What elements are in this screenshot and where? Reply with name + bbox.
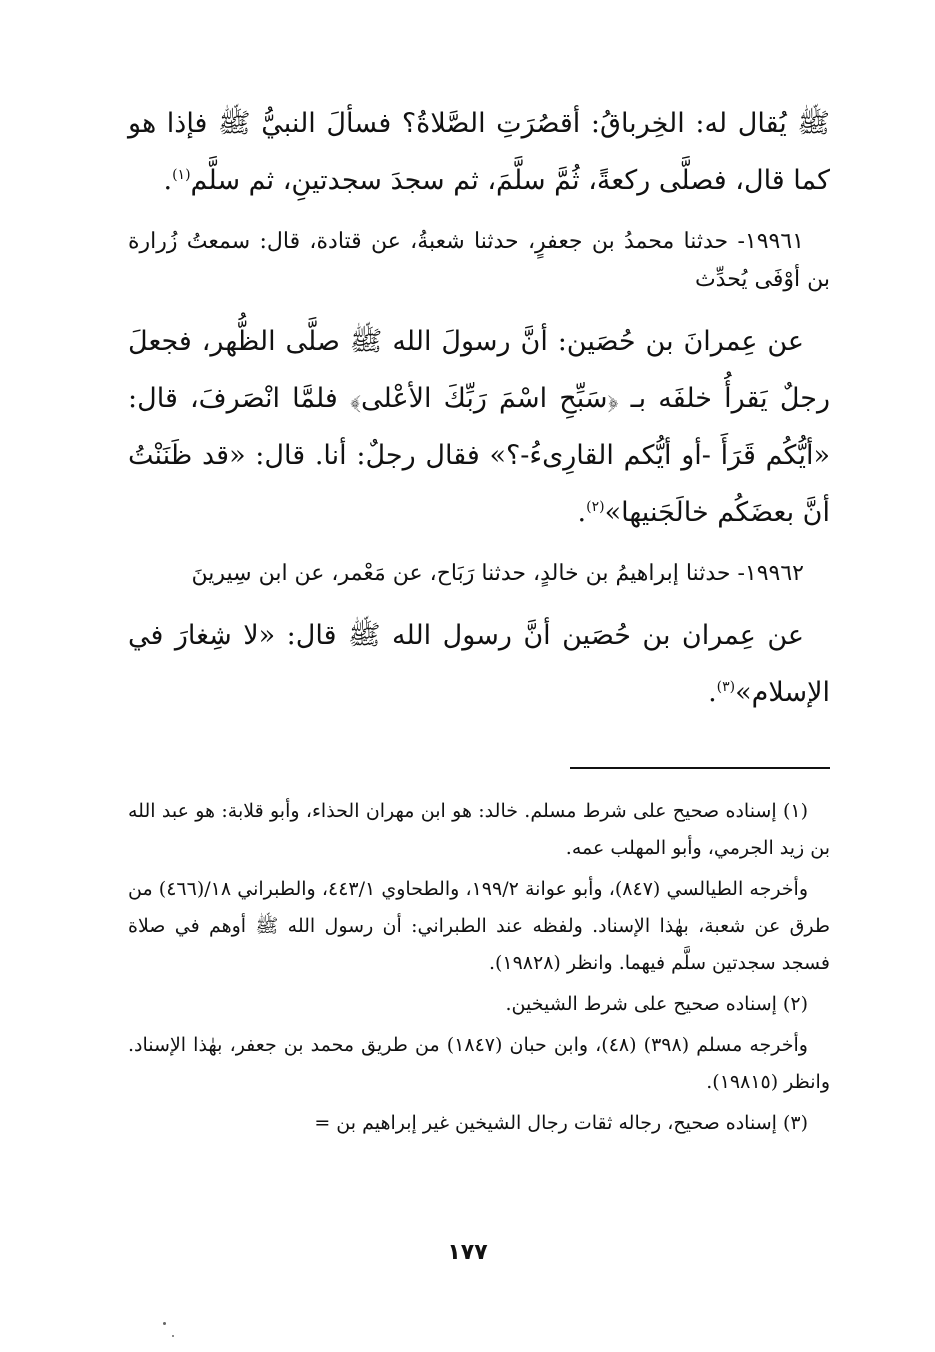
footnotes-section — [128, 793, 830, 1142]
footnote-3-text: (٣) إسناده صحيح، رجاله ثقات رجال الشيخين غير إبراهيم بن = — [314, 1112, 808, 1134]
footnote-1b-text: وأخرجه الطيالسي (٨٤٧)، وأبو عوانة ١٩٩/٢، والطحاوي ٤٤٣/١، والطبراني ١٨/(٤٦٦) من طرق عن شعبة، بهٰذا الإسناد. ولفظه عند الطبراني: أن رسول الله ﷺ أوهم في صلاة فسجد سجدتين سلَّم فيهما. وانظر (١٩٨٢٨). — [128, 878, 830, 974]
footnote-1-part-b — [128, 871, 830, 982]
page-number: ١٧٧ — [447, 1240, 488, 1265]
paragraph-2-text: عن عِمرانَ بن حُصَين: أنَّ رسولَ الله ﷺ صلَّى الظُّهر، فجعلَ رجلٌ يَقرأُ خلفَه بـ ﴿سَبِّحِ اسْمَ رَبِّكَ الأعْلى﴾ فلمَّا انْصَرفَ، قال: «أيُّكُم قَرَأَ -أو أيُّكم القارِىءُ-؟» فقال رجلٌ: أنا. قال: «قد ظَنَنْتُ أنَّ بعضَكُم خالَجَنيها» — [128, 326, 830, 528]
hadith-isnad-19961 — [128, 223, 830, 299]
footnote-separator — [570, 767, 830, 769]
footnote-3 — [128, 1105, 830, 1142]
paragraph-3-end: . — [708, 677, 717, 708]
footnote-2a-text: (٢) إسناده صحيح على شرط الشيخين. — [505, 993, 808, 1015]
footnote-1-part-a — [128, 793, 830, 867]
main-paragraph-2 — [128, 313, 830, 541]
hadith-isnad-19962 — [128, 555, 830, 593]
scan-speck — [172, 1335, 174, 1337]
page-body — [128, 95, 830, 1352]
footnote-1a-text: (١) إسناده صحيح على شرط مسلم. خالد: هو ابن مهران الحذاء، وأبو قلابة: هو عبد الله بن زيد الجرمي، وأبو المهلب عمه. — [128, 800, 830, 859]
footnote-marker-1: (١) — [172, 167, 191, 183]
footnote-separator-wrap — [128, 735, 830, 793]
footnote-2-part-b — [128, 1027, 830, 1101]
paragraph-3-text: عن عِمران بن حُصَين أنَّ رسول الله ﷺ قال: «لا شِغارَ في الإسلام» — [128, 620, 830, 708]
main-paragraph-1 — [128, 95, 830, 209]
footnote-2b-text: وأخرجه مسلم (٣٩٨) (٤٨)، وابن حبان (١٨٤٧) من طريق محمد بن جعفر، بهٰذا الإسناد. وانظر (١٩٨١٥). — [128, 1034, 830, 1093]
footnote-marker-3: (٣) — [716, 679, 736, 695]
footnote-marker-2: (٢) — [586, 499, 605, 515]
paragraph-2-end: . — [577, 497, 587, 528]
scan-speck — [163, 1322, 166, 1325]
paragraph-1-text: ﷺ يُقال له: الخِرباقُ: أقصُرَتِ الصَّلاةُ؟ فسألَ النبيُّ ﷺ فإذا هو كما قال، فصلَّى ركعةً، ثُمَّ سلَّمَ، ثم سجدَ سجدتينِ، ثم سلَّم — [128, 108, 830, 196]
isnad-2-text: ١٩٩٦٢- حدثنا إبراهيمُ بن خالدٍ، حدثنا رَبَاح، عن مَعْمر، عن ابن سِيرينَ — [191, 561, 804, 586]
isnad-1-text: ١٩٩٦١- حدثنا محمدُ بن جعفرٍ، حدثنا شعبةُ، عن قتادة، قال: سمعتُ زُرارة بن أوْفَى يُحدِّث — [128, 229, 830, 292]
main-paragraph-3 — [128, 607, 830, 721]
footnote-2-part-a — [128, 986, 830, 1023]
paragraph-1-end: . — [163, 165, 173, 196]
